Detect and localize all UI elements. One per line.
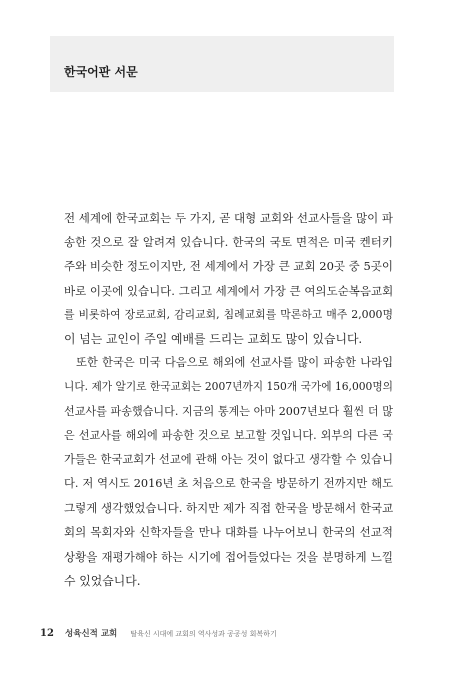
text-line: 를 비롯하여 장로교회, 감리교회, 침례교회를 막론하고 매주 2,000명 — [64, 307, 393, 321]
text-line: 또한 한국은 미국 다음으로 해외에 선교사를 많이 파송한 나라입 — [76, 356, 393, 370]
chapter-title: 한국어판 서문 — [64, 65, 138, 79]
page-footer — [40, 621, 277, 639]
running-subtitle: 탈육신 시대에 교회의 역사성과 공공성 회복하기 — [130, 630, 277, 638]
text-line: 그렇게 생각했었습니다. 하지만 제가 직접 한국을 방문해서 한국교 — [64, 501, 393, 516]
text-line: 다. 저 역시도 2016년 초 처음으로 한국을 방문하기 전까지만 해도 — [64, 477, 393, 491]
text-line: 전 세계에 한국교회는 두 가지, 곧 대형 교회와 선교사들을 많이 파 — [64, 211, 393, 225]
chapter-header-band — [50, 36, 394, 92]
text-line: 니다. 제가 알기로 한국교회는 2007년까지 150개 국가에 16,000명의 — [64, 380, 393, 394]
text-line: 상황을 재평가해야 하는 시기에 접어들었다는 것을 분명하게 느낄 — [64, 549, 393, 564]
text-line: 선교사를 파송했습니다. 지금의 통계는 아마 2007년보다 훨씬 더 많 — [64, 404, 393, 418]
text-line: 이 넘는 교인이 주일 예배를 드리는 교회도 많이 있습니다. — [64, 331, 363, 346]
text-line: 수 있었습니다. — [64, 573, 141, 588]
text-line: 송한 것으로 잘 알려져 있습니다. 한국의 국토 면적은 미국 켄터키 — [64, 235, 393, 250]
page-number: 12 — [40, 628, 54, 639]
text-line: 바로 이곳에 있습니다. 그리고 세계에서 가장 큰 여의도순복음교회 — [64, 283, 393, 298]
text-line: 은 선교사를 해외에 파송한 것으로 보고할 것입니다. 외부의 다른 국 — [64, 428, 393, 442]
text-line: 주와 비슷한 정도이지만, 전 세계에서 가장 큰 교회 20곳 중 5곳이 — [64, 259, 393, 274]
text-line: 회의 목회자와 신학자들을 만나 대화를 나누어보니 한국의 선교적 — [64, 525, 393, 540]
running-book-title: 성육신적 교회 — [65, 629, 118, 639]
body-text — [64, 206, 393, 593]
text-line: 가들은 한국교회가 선교에 관해 아는 것이 없다고 생각할 수 있습니 — [64, 452, 393, 466]
